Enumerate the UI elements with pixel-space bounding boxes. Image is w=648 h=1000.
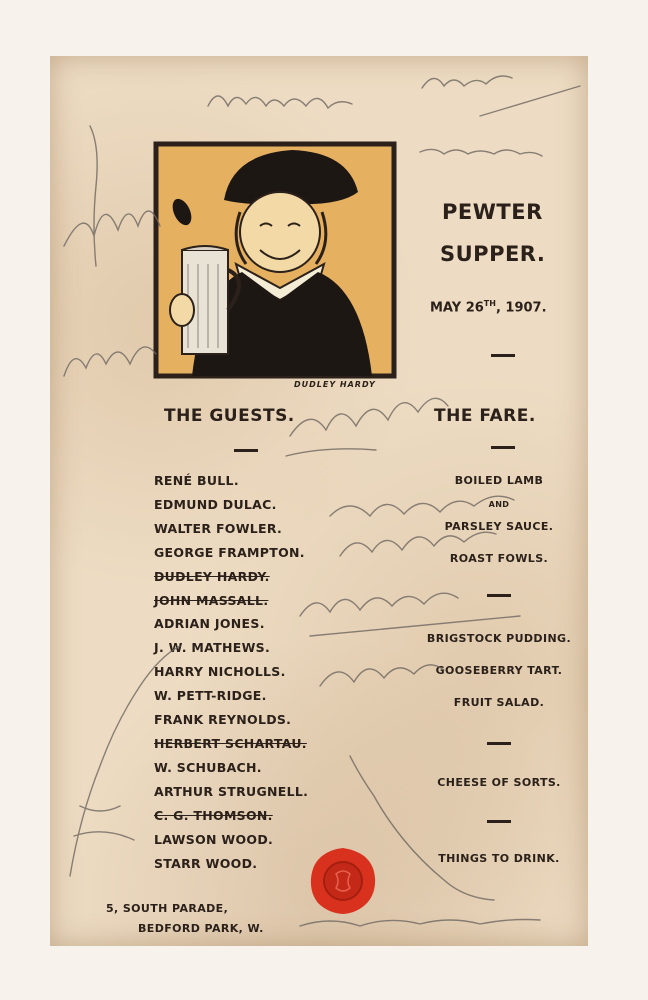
- menu-card: [50, 56, 588, 946]
- fare-item: CHEESE OF SORTS.: [437, 776, 561, 789]
- guest-name-struck: HERBERT SCHARTAU.: [154, 735, 307, 751]
- guest-name: GEORGE FRAMPTON.: [154, 544, 305, 560]
- menu-date: [430, 299, 547, 315]
- fare-item: FRUIT SALAD.: [453, 696, 545, 709]
- divider-dash: [491, 446, 515, 449]
- fare-item: GOOSEBERRY TART.: [435, 664, 563, 677]
- menu-title-line1: PEWTER: [442, 200, 543, 224]
- tankard-man-illustration: [152, 140, 398, 380]
- fare-item: PARSLEY SAUCE.: [444, 520, 554, 533]
- fare-heading: THE FARE.: [434, 406, 536, 426]
- guest-name: STARR WOOD.: [154, 855, 258, 871]
- guest-name: ARTHUR STRUGNELL.: [154, 783, 309, 799]
- fare-item: BOILED LAMB: [454, 474, 544, 487]
- guest-list: [154, 469, 308, 875]
- divider-dash: [487, 820, 511, 823]
- guest-name: FRANK REYNOLDS.: [154, 712, 292, 728]
- guest-name: RENÉ BULL.: [154, 473, 239, 488]
- divider-dash: [487, 742, 511, 745]
- divider-dash: [234, 449, 258, 452]
- guest-name: W. PETT-RIDGE.: [154, 688, 267, 704]
- divider-dash: [487, 594, 511, 597]
- guest-name-struck: JOHN MASSALL.: [154, 592, 269, 608]
- guests-heading: THE GUESTS.: [164, 406, 295, 426]
- address-line1: 5, SOUTH PARADE,: [106, 902, 229, 915]
- guest-name: LAWSON WOOD.: [154, 831, 274, 847]
- address-line2: BEDFORD PARK, W.: [138, 922, 264, 935]
- divider-dash: [491, 354, 515, 357]
- artist-signature: DUDLEY HARDY: [294, 380, 376, 389]
- date-year: , 1907.: [495, 300, 547, 316]
- fare-item-and: AND: [488, 500, 510, 509]
- guest-name: ADRIAN JONES.: [154, 616, 265, 632]
- guest-name: W. SCHUBACH.: [154, 759, 262, 775]
- menu-title-line2: SUPPER.: [440, 242, 546, 266]
- wax-seal: [308, 846, 378, 916]
- guest-name: WALTER FOWLER.: [154, 520, 283, 536]
- fare-item: BRIGSTOCK PUDDING.: [426, 632, 572, 645]
- date-prefix: MAY 26: [430, 300, 484, 316]
- guest-name-struck: DUDLEY HARDY.: [154, 568, 270, 584]
- guest-name: HARRY NICHOLLS.: [154, 664, 286, 680]
- guest-name: EDMUND DULAC.: [154, 496, 277, 512]
- fare-item: ROAST FOWLS.: [449, 552, 549, 565]
- date-suffix-sup: TH: [483, 299, 496, 308]
- fare-item: THINGS TO DRINK.: [438, 852, 560, 865]
- guest-name-struck: C. G. THOMSON.: [154, 807, 273, 823]
- guest-name: J. W. MATHEWS.: [154, 640, 271, 656]
